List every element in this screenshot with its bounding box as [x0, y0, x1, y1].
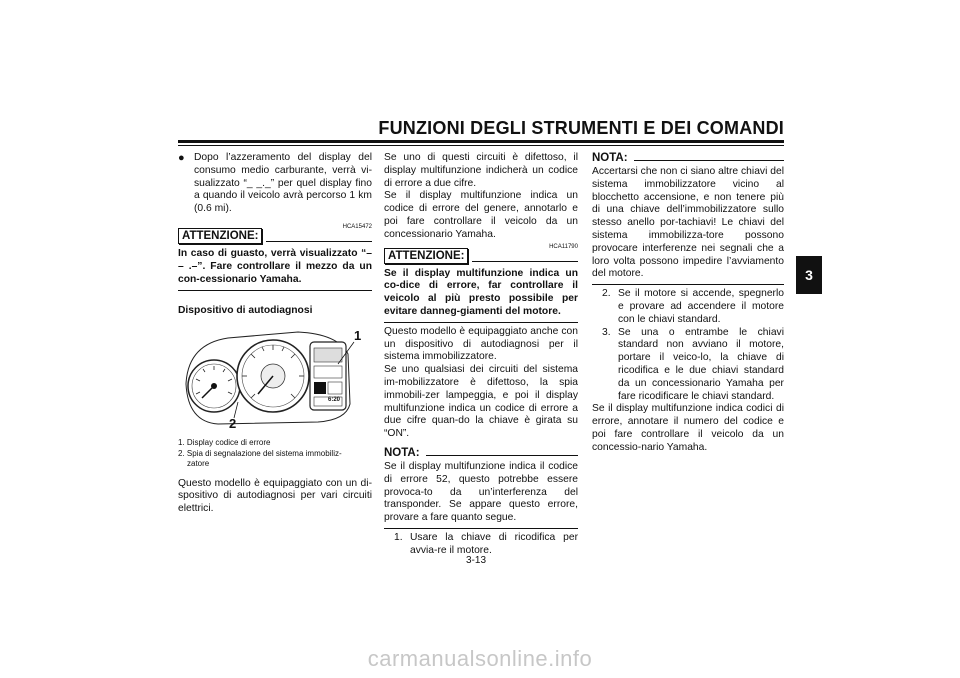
nota-text: Accertarsi che non ci siano altre chiavi del sistema immobilizzatore vicino al blocchetto accensione, e non tenere più di una chiave dell’immobilizzatore sullo stesso anello por-tachiavi! Le chiavi del sistema immobilizza-tore possono provocare interferenze nei segnali che a loro volta possono impedire l’avviamento del motore.: [592, 166, 784, 280]
attention-end-rule: [384, 322, 578, 323]
closing-paragraph: Se il display multifunzione indica codici di errore, annotare il numero del codice e poi fare controllare il veicolo da un concessio-nario Yamaha.: [592, 403, 784, 453]
attention-heading: [384, 248, 578, 264]
header-rule: [178, 140, 784, 143]
page-number: 3-13: [466, 555, 487, 566]
paragraph-4: Se uno qualsiasi dei circuiti del sistema im-mobilizzatore è difettoso, la spia immobili-zer lampeggia, e poi il display multifunzione indica un codice di errore a due cifre quan-do la chiave è girata su “ON”.: [384, 364, 578, 440]
step-1: [384, 532, 578, 558]
instrument-cluster-figure: [178, 324, 372, 430]
nota-end-rule: [384, 528, 578, 529]
attention-line: [266, 241, 372, 242]
attention-code: HCA11790: [549, 243, 578, 250]
attention-label: ATTENZIONE:: [384, 248, 468, 264]
caption-1: 1. Display codice di errore: [178, 438, 271, 448]
step-1-text: Usare la chiave di ricodifica per avvia-re il motore.: [410, 531, 578, 556]
step-1-number: 1.: [394, 531, 403, 543]
section-title: Dispositivo di autodiagnosi: [178, 305, 313, 317]
attention-line: [472, 261, 578, 262]
bullet-text: Dopo l’azzeramento del display del consumo medio carburante, verrà vi-sualizzato “_ _._” per quel display fino a quando il veicolo avrà percorso 1 km (0.6 mi).: [194, 152, 372, 215]
chapter-tab: 3: [796, 256, 822, 294]
callout-1: 1: [354, 328, 362, 344]
instrument-cluster-illustration: [178, 324, 372, 430]
attention-heading: [178, 228, 372, 244]
header-rule-thin: [178, 145, 784, 146]
paragraph-3: Questo modello è equipaggiato anche con un dispositivo di autodiagnosi per il sistema immobilizzatore.: [384, 325, 578, 363]
bullet-icon: ●: [178, 152, 185, 164]
figure-captions: [178, 438, 372, 470]
paragraph-2: Se il display multifunzione indica un codice di errore del genere, annotarlo e poi fare controllare il veicolo da un concessionario Yamaha.: [384, 190, 578, 240]
nota-heading: [384, 447, 578, 459]
step-2-text: Se il motore si accende, spegnerlo e provare ad accendere il motore con le chiavi standard.: [618, 288, 784, 325]
step-2: [592, 288, 784, 326]
step-3: [592, 327, 784, 404]
column-1: [178, 152, 372, 516]
column-2: [384, 152, 578, 558]
callout-2: 2: [229, 416, 237, 432]
nota-text: Se il display multifunzione indica il codice di errore 52, questo potrebbe essere provoca-to da un’interferenza del transponder. Se appare questo errore, provare a fare quanto segue.: [384, 460, 578, 524]
attention-text: Se il display multifunzione indica un co-dice di errore, far controllare il veicolo al più presto possibile per evitare danneg-giamenti del motore.: [384, 267, 578, 317]
step-3-number: 3.: [602, 326, 611, 338]
attention-label: ATTENZIONE:: [178, 228, 262, 244]
paragraph-1: Se uno di questi circuiti è difettoso, il display multifunzione indicherà un codice di errore a due cifre.: [384, 152, 578, 189]
nota-line: [426, 455, 578, 456]
nota-label: NOTA:: [384, 446, 420, 459]
watermark: carmanualsonline.info: [367, 646, 593, 671]
body-paragraph: Questo modello è equipaggiato con un di-spositivo di autodiagnosi per vari circuiti elettrici.: [178, 477, 372, 515]
gauge-clock-readout: 6:20: [328, 397, 341, 404]
nota-heading: [592, 152, 784, 164]
attention-code: HCA15472: [342, 223, 372, 230]
step-3-text: Se una o entrambe le chiavi standard non avviano il motore, portare il veico-lo, la chiave di ricodifica e le due chiavi standard da un concessionario Yamaha per fare ricodificare le chiavi standard.: [618, 326, 784, 402]
attention-text: In caso di guasto, verrà visualizzato “– – .–”. Fare controllare il mezzo da un con-cessionario Yamaha.: [178, 247, 372, 285]
nota-label: NOTA:: [592, 152, 628, 164]
caption-2-continued: zatore: [187, 459, 210, 469]
nota-end-rule: [592, 284, 784, 285]
nota-line: [634, 160, 784, 161]
caption-2: 2. Spia di segnalazione del sistema immobiliz-: [178, 448, 342, 458]
page-title: FUNZIONI DEGLI STRUMENTI E DEI COMANDI: [378, 118, 784, 138]
bullet-item: [178, 152, 372, 216]
step-2-number: 2.: [602, 288, 611, 300]
column-3: [592, 152, 784, 455]
attention-end-rule: [178, 290, 372, 291]
